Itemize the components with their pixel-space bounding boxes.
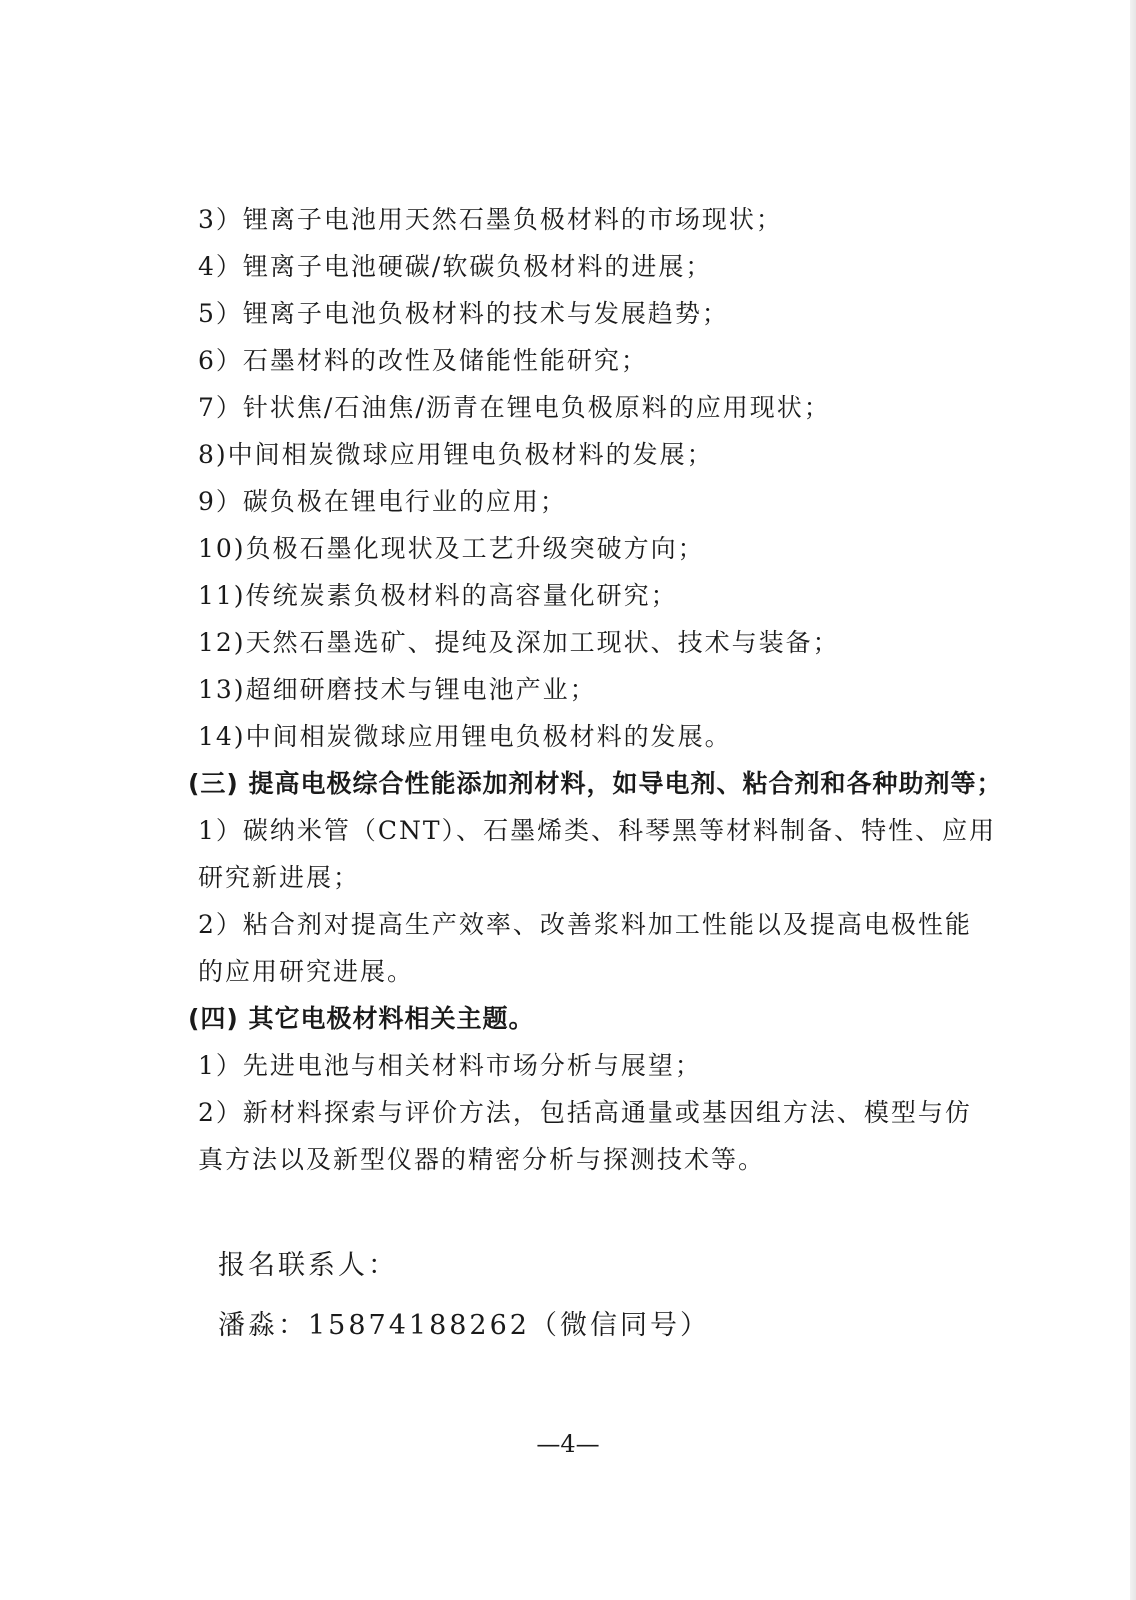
list-item: 1）先进电池与相关材料市场分析与展望；: [198, 1051, 702, 1080]
list-item: 2）新材料探索与评价方法，包括高通量或基因组方法、模型与仿: [198, 1098, 972, 1127]
list-item: 7）针状焦/石油焦/沥青在锂电负极原料的应用现状；: [198, 393, 831, 422]
list-item: 6）石墨材料的改性及储能性能研究；: [198, 346, 648, 375]
contact-label: 报名联系人：: [218, 1250, 398, 1281]
list-item: 1）碳纳米管（CNT）、石墨烯类、科琴黑等材料制备、特性、应用: [198, 816, 997, 845]
list-item: 4）锂离子电池硬碳/软碳负极材料的进展；: [198, 252, 713, 281]
list-item: 的应用研究进展。: [198, 957, 415, 986]
list-item: 2）粘合剂对提高生产效率、改善浆料加工性能以及提高电极性能: [198, 910, 972, 939]
list-item: 11)传统炭素负极材料的高容量化研究；: [198, 581, 678, 610]
list-item: 13)超细研磨技术与锂电池产业；: [198, 675, 597, 704]
section-heading: (四) 其它电极材料相关主题。: [188, 1004, 535, 1033]
page-number: —4—: [536, 1430, 600, 1458]
page-edge-shadow: [1130, 0, 1136, 1600]
list-item: 12)天然石墨选矿、提纯及深加工现状、技术与装备；: [198, 628, 840, 657]
list-item: 研究新进展；: [198, 863, 361, 892]
list-item: 8)中间相炭微球应用锂电负极材料的发展；: [198, 440, 714, 469]
list-item: 3）锂离子电池用天然石墨负极材料的市场现状；: [198, 205, 783, 234]
list-item: 10)负极石墨化现状及工艺升级突破方向；: [198, 534, 705, 563]
section-heading: (三) 提高电极综合性能添加剂材料，如导电剂、粘合剂和各种助剂等；: [188, 769, 1003, 798]
list-item: 9）碳负极在锂电行业的应用；: [198, 487, 567, 516]
list-item: 真方法以及新型仪器的精密分析与探测技术等。: [198, 1145, 766, 1174]
contact-person: 潘淼：15874188262（微信同号）: [218, 1310, 710, 1341]
list-item: 5）锂离子电池负极材料的技术与发展趋势；: [198, 299, 729, 328]
list-item: 14)中间相炭微球应用锂电负极材料的发展。: [198, 722, 732, 751]
